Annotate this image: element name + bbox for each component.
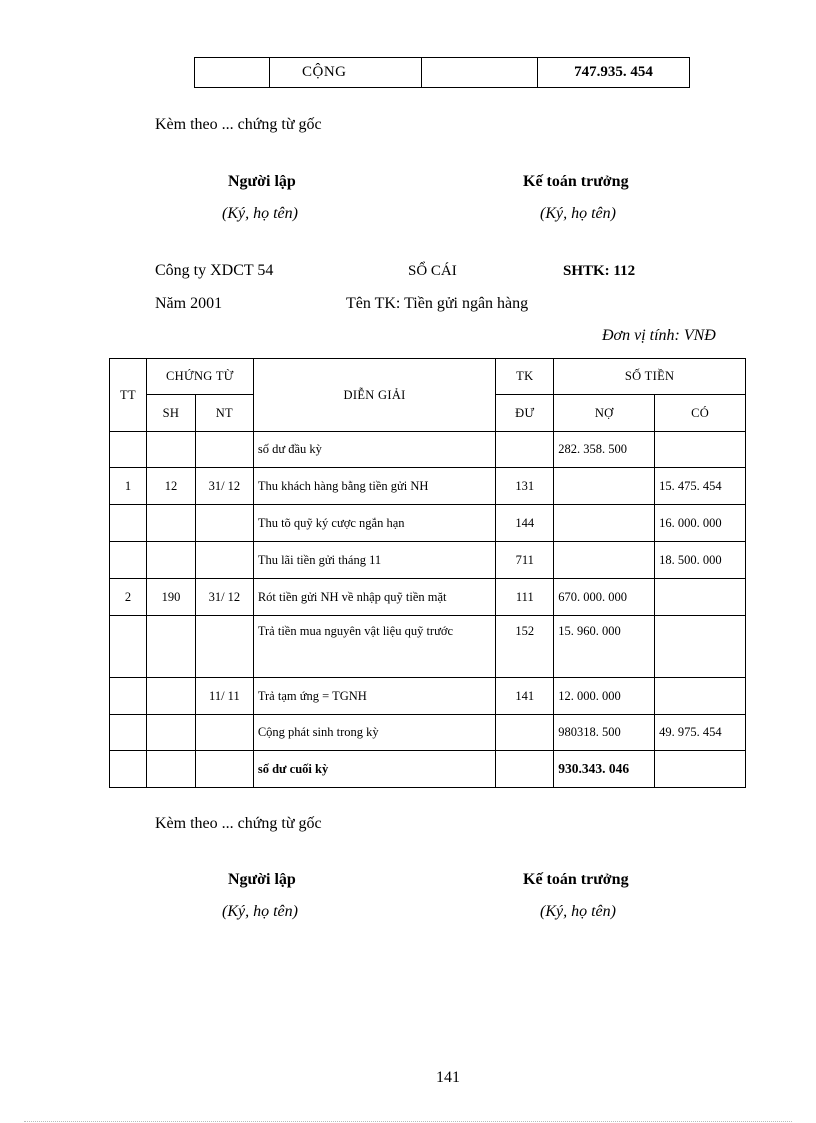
cell-account <box>496 432 554 468</box>
col-header-tk: TK <box>496 359 554 395</box>
table-row <box>110 715 746 751</box>
ledger-year: Năm 2001 <box>155 295 223 312</box>
cell-sh <box>146 751 195 788</box>
col-header-sh: SH <box>146 395 195 432</box>
cell-nt: 11/ 11 <box>195 678 253 715</box>
attachment-note-bottom: Kèm theo ... chứng từ gốc <box>155 815 322 832</box>
cell-description: số dư cuối kỳ <box>253 751 496 788</box>
cell-credit <box>655 751 746 788</box>
chief-accountant-sign-hint: (Ký, họ tên) <box>540 205 616 222</box>
account-number: SHTK: 112 <box>563 263 636 279</box>
cell-sh: 12 <box>146 468 195 505</box>
currency-unit: Đơn vị tính: VNĐ <box>602 327 716 344</box>
cell-account: 131 <box>496 468 554 505</box>
table-row <box>110 579 746 616</box>
cell-debit: 12. 000. 000 <box>554 678 655 715</box>
cell-account: 152 <box>496 616 554 678</box>
table-row <box>110 432 746 468</box>
attachment-note: Kèm theo ... chứng từ gốc <box>155 116 322 133</box>
col-header-so-tien: SỐ TIỀN <box>554 359 746 395</box>
cell-tt <box>110 505 147 542</box>
cell-nt <box>195 505 253 542</box>
cell-credit <box>655 616 746 678</box>
cell-description: Thu tõ quỹ ký cược ngắn hạn <box>253 505 496 542</box>
cell-debit: 980318. 500 <box>554 715 655 751</box>
cell-account: 141 <box>496 678 554 715</box>
cell-tt <box>110 542 147 579</box>
cell-credit: 16. 000. 000 <box>655 505 746 542</box>
cell-description: số dư đầu kỳ <box>253 432 496 468</box>
cell-debit: 282. 358. 500 <box>554 432 655 468</box>
cell-tt <box>110 751 147 788</box>
cell-sh <box>146 616 195 678</box>
cell-debit: 15. 960. 000 <box>554 616 655 678</box>
cell-nt <box>195 432 253 468</box>
col-header-co: CÓ <box>655 395 746 432</box>
cell-credit: 18. 500. 000 <box>655 542 746 579</box>
cell-description: Trả tạm ứng = TGNH <box>253 678 496 715</box>
cell-debit <box>554 542 655 579</box>
col-header-dien-giai: DIỄN GIẢI <box>253 359 496 432</box>
cell-sh <box>146 715 195 751</box>
cell-debit: 670. 000. 000 <box>554 579 655 616</box>
cell-description: Trả tiền mua nguyên vật liệu quỹ trước <box>253 616 496 678</box>
table-row <box>110 468 746 505</box>
account-name: Tên TK: Tiền gửi ngân hàng <box>346 295 529 312</box>
cell-nt <box>195 751 253 788</box>
cell-debit <box>554 505 655 542</box>
ledger-table <box>109 358 746 788</box>
cell-description: Thu khách hàng bằng tiền gửi NH <box>253 468 496 505</box>
col-header-tt: TT <box>110 359 147 432</box>
summary-table <box>194 57 690 88</box>
cell-nt: 31/ 12 <box>195 468 253 505</box>
chief-accountant-sign-hint-bottom: (Ký, họ tên) <box>540 903 616 920</box>
cell-description: Cộng phát sinh trong kỳ <box>253 715 496 751</box>
cell-account: 144 <box>496 505 554 542</box>
cell-description: Thu lãi tiền gửi tháng 11 <box>253 542 496 579</box>
summary-amount: 747.935. 454 <box>538 58 690 88</box>
cell-debit: 930.343. 046 <box>554 751 655 788</box>
table-row <box>110 678 746 715</box>
cell-sh <box>146 678 195 715</box>
table-row <box>110 505 746 542</box>
summary-cell-empty <box>195 58 270 88</box>
cell-credit <box>655 678 746 715</box>
cell-credit <box>655 579 746 616</box>
ledger-title: SỔ CÁI <box>408 263 457 279</box>
col-header-nt: NT <box>195 395 253 432</box>
preparer-title: Người lập <box>228 173 296 190</box>
cell-account: 711 <box>496 542 554 579</box>
cell-nt <box>195 542 253 579</box>
cell-account <box>496 751 554 788</box>
cell-debit <box>554 468 655 505</box>
cell-account <box>496 715 554 751</box>
cell-sh <box>146 505 195 542</box>
cell-tt: 2 <box>110 579 147 616</box>
page-bottom-divider <box>24 1121 792 1122</box>
summary-label: CỘNG <box>270 58 422 88</box>
chief-accountant-title: Kế toán trưởng <box>523 173 629 190</box>
cell-tt: 1 <box>110 468 147 505</box>
preparer-title-bottom: Người lập <box>228 871 296 888</box>
col-header-chung-tu: CHỨNG TỪ <box>146 359 253 395</box>
cell-sh: 190 <box>146 579 195 616</box>
cell-credit: 15. 475. 454 <box>655 468 746 505</box>
col-header-du: ĐƯ <box>496 395 554 432</box>
cell-account: 111 <box>496 579 554 616</box>
table-row <box>110 616 746 678</box>
cell-tt <box>110 432 147 468</box>
cell-tt <box>110 715 147 751</box>
cell-tt <box>110 678 147 715</box>
page-number: 141 <box>436 1069 460 1086</box>
preparer-sign-hint: (Ký, họ tên) <box>222 205 298 222</box>
cell-nt <box>195 616 253 678</box>
cell-description: Rót tiền gửi NH về nhập quỹ tiền mặt <box>253 579 496 616</box>
cell-sh <box>146 542 195 579</box>
col-header-no: NỢ <box>554 395 655 432</box>
cell-sh <box>146 432 195 468</box>
summary-cell-empty <box>422 58 538 88</box>
company-name: Công ty XDCT 54 <box>155 262 274 279</box>
table-row <box>110 542 746 579</box>
cell-credit <box>655 432 746 468</box>
preparer-sign-hint-bottom: (Ký, họ tên) <box>222 903 298 920</box>
cell-nt <box>195 715 253 751</box>
cell-credit: 49. 975. 454 <box>655 715 746 751</box>
table-row <box>110 751 746 788</box>
cell-tt <box>110 616 147 678</box>
cell-nt: 31/ 12 <box>195 579 253 616</box>
chief-accountant-title-bottom: Kế toán trưởng <box>523 871 629 888</box>
